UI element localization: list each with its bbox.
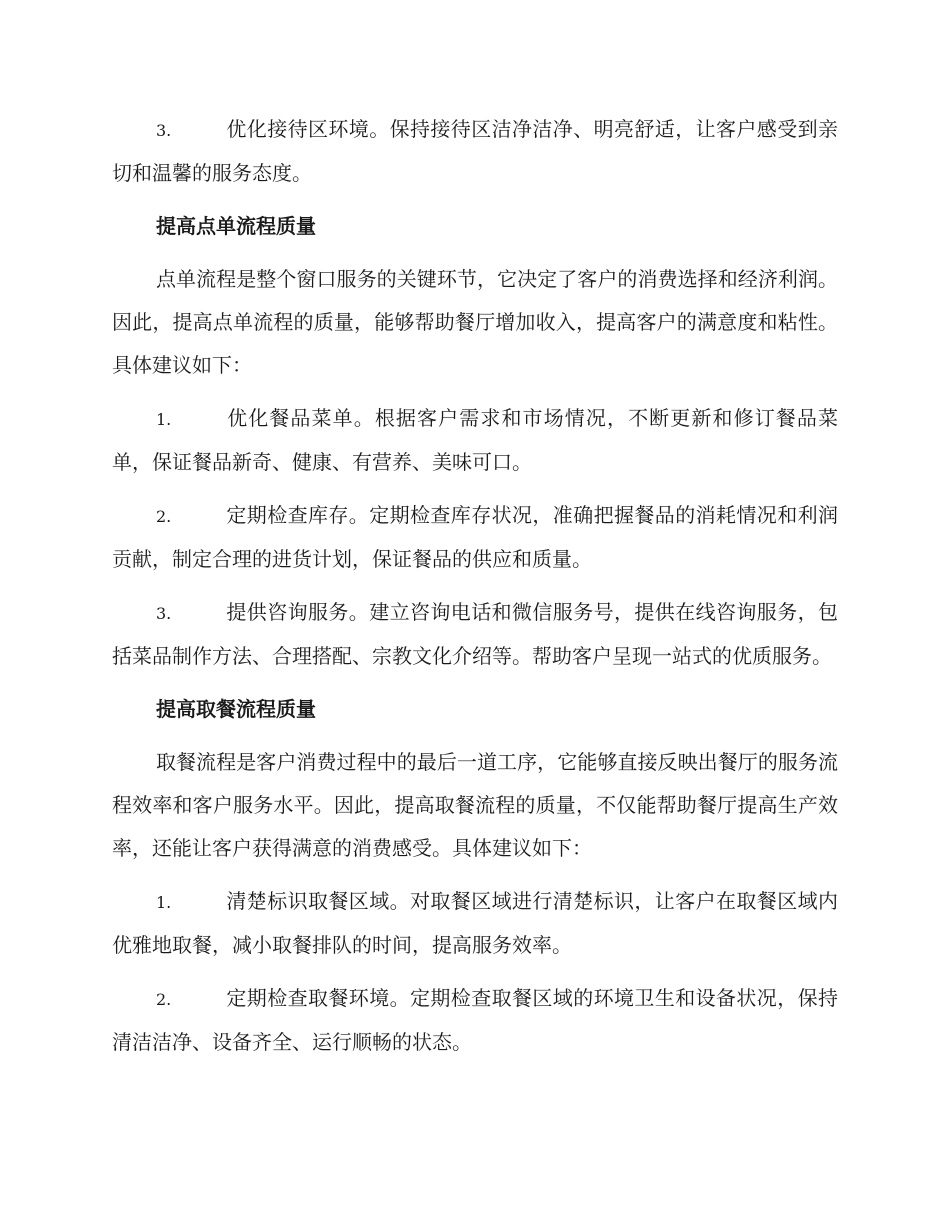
list-item [112,397,838,484]
list-item [112,494,838,581]
list-item [112,108,838,195]
list-item [112,977,838,1064]
list-item [112,591,838,678]
list-text: 清楚标识取餐区域。对取餐区域进行清楚标识，让客户在取餐区域内优雅地取餐，减小取餐排队的时间，提高服务效率。 [112,889,838,957]
list-item [112,880,838,967]
list-text: 定期检查取餐环境。定期检查取餐区域的环境卫生和设备状况，保持清洁洁净、设备齐全、运行顺畅的状态。 [112,986,838,1054]
document-body [112,108,838,1074]
section-heading: 提高点单流程质量 [156,214,316,238]
list-number: 2. [156,990,172,1009]
list-number: 1. [156,410,172,429]
section-heading: 提高取餐流程质量 [156,697,316,721]
list-text: 优化餐品菜单。根据客户需求和市场情况，不断更新和修订餐品菜单，保证餐品新奇、健康、有营养、美味可口。 [112,406,838,474]
list-text: 优化接待区环境。保持接待区洁净洁净、明亮舒适，让客户感受到亲切和温馨的服务态度。 [112,117,838,185]
paragraph: 取餐流程是客户消费过程中的最后一道工序，它能够直接反映出餐厅的服务流程效率和客户服务水平。因此，提高取餐流程的质量，不仅能帮助餐厅提高生产效率，还能让客户获得满意的消费感受。具体建议如下： [112,750,838,860]
list-number: 3. [156,604,172,623]
list-number: 1. [156,893,172,912]
list-text: 定期检查库存。定期检查库存状况，准确把握餐品的消耗情况和利润贡献，制定合理的进货计划，保证餐品的供应和质量。 [112,503,838,571]
list-number: 3. [156,121,172,140]
list-number: 2. [156,507,172,526]
paragraph: 点单流程是整个窗口服务的关键环节，它决定了客户的消费选择和经济利润。因此，提高点单流程的质量，能够帮助餐厅增加收入，提高客户的满意度和粘性。具体建议如下： [112,267,838,377]
list-text: 提供咨询服务。建立咨询电话和微信服务号，提供在线咨询服务，包括菜品制作方法、合理搭配、宗教文化介绍等。帮助客户呈现一站式的优质服务。 [112,600,838,668]
